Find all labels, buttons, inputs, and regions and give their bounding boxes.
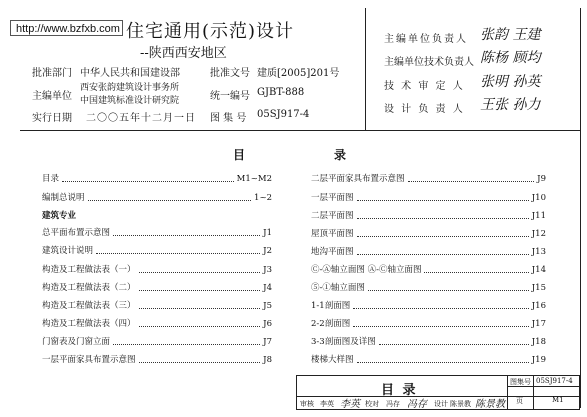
toc-right-row[interactable]	[311, 281, 546, 293]
toc-right-row[interactable]	[311, 245, 546, 257]
toc-left-row[interactable]	[42, 226, 272, 238]
toc-item-label: 构造及工程做法表（一）	[42, 265, 136, 275]
title-block-atlas-label: 图集号	[510, 378, 531, 386]
title-block-page: M1	[552, 396, 564, 404]
header-bottom-rule	[20, 130, 580, 131]
toc-item-label: 一层平面家具布置示意图	[42, 355, 136, 365]
resp-label-4: 设 计 负 责 人	[384, 104, 465, 115]
resp-signature-3: 张明 孙英	[480, 74, 541, 90]
leader-dots	[139, 362, 261, 363]
toc-item-label: 楼梯大样图	[311, 355, 354, 365]
design-name: 陈景教	[450, 400, 471, 408]
toc-right-row[interactable]	[311, 263, 546, 275]
unified-label: 统一编号	[210, 91, 250, 102]
leader-dots	[357, 218, 529, 219]
toc-item-code: J18	[531, 337, 546, 347]
title-block-name: 目 录	[381, 383, 418, 398]
leader-dots	[368, 290, 529, 291]
toc-item-code: J5	[263, 301, 272, 311]
leader-dots	[357, 362, 529, 363]
atlas-label: 图 集 号	[210, 113, 247, 124]
leader-dots	[408, 181, 535, 182]
toc-item-code: J19	[531, 355, 546, 365]
toc-left-row[interactable]	[42, 244, 272, 256]
editor-line1: 西安张韵建筑设计事务所	[80, 83, 180, 93]
toc-right-row[interactable]	[311, 353, 546, 365]
atlas-number: 05SJ917-4	[257, 109, 310, 120]
toc-item-label: 3-3剖面图及详图	[311, 337, 376, 347]
page-subtitle: --陕西西安地区	[140, 46, 227, 61]
toc-item-code: J15	[531, 283, 546, 293]
toc-heading-right: 录	[334, 148, 349, 162]
toc-left-row[interactable]	[42, 191, 272, 203]
leader-dots	[139, 308, 261, 309]
title-block-divider	[533, 376, 534, 409]
editor-line2: 中国建筑标准设计研究院	[80, 96, 180, 106]
resp-signature-4: 王张 孙力	[480, 97, 541, 113]
leader-dots	[139, 290, 261, 291]
toc-item-code: J2	[263, 246, 272, 256]
toc-item-code: J3	[263, 265, 272, 275]
leader-dots	[357, 236, 529, 237]
toc-item-code: J9	[537, 174, 546, 184]
approve-doc-label: 批准文号	[210, 68, 250, 79]
leader-dots	[113, 344, 260, 345]
review-name: 李英	[320, 400, 334, 408]
toc-item-label: 构造及工程做法表（四）	[42, 319, 136, 329]
toc-left-row[interactable]	[42, 299, 272, 311]
check-signature: 冯存	[407, 399, 427, 410]
toc-item-code: J10	[531, 193, 546, 203]
leader-dots	[139, 272, 261, 273]
review-signature: 李英	[340, 399, 360, 410]
leader-dots	[353, 308, 529, 309]
toc-item-label: 总平面布置示意图	[42, 228, 111, 238]
toc-left-row[interactable]	[42, 263, 272, 275]
leader-dots	[88, 200, 252, 201]
toc-item-code: J11	[531, 211, 546, 221]
leader-dots	[353, 326, 529, 327]
title-block-divider	[507, 376, 508, 409]
design-label: 设计	[434, 400, 448, 408]
toc-right-row[interactable]	[311, 191, 546, 203]
toc-section-heading: 建筑专业	[42, 211, 77, 221]
toc-right-row[interactable]	[311, 335, 546, 347]
toc-right-row[interactable]	[311, 172, 546, 184]
toc-right-row[interactable]	[311, 209, 546, 221]
toc-item-label: 屋顶平面图	[311, 229, 354, 239]
check-label: 校对	[365, 400, 379, 408]
toc-item-code: J16	[531, 301, 546, 311]
toc-item-code: J17	[531, 319, 546, 329]
toc-item-label: ⑤-①轴立面图	[311, 283, 365, 293]
toc-item-code: J12	[531, 229, 546, 239]
toc-item-code: 1~2	[254, 193, 272, 203]
toc-left-row[interactable]	[42, 317, 272, 329]
toc-item-label: 编制总说明	[42, 193, 85, 203]
resp-label-2: 主编单位技术负责人	[384, 57, 474, 68]
toc-item-code: J6	[263, 319, 272, 329]
resp-label-3: 技 术 审 定 人	[384, 81, 465, 92]
leader-dots	[379, 344, 529, 345]
resp-signature-1: 张韵 王建	[480, 27, 541, 43]
header-divider	[365, 8, 366, 130]
toc-item-label: 1-1剖面图	[311, 301, 351, 311]
leader-dots	[96, 253, 260, 254]
toc-right-row[interactable]	[311, 317, 546, 329]
toc-item-code: J8	[263, 355, 272, 365]
toc-item-code: J7	[263, 337, 272, 347]
unified-number: GJBT-888	[257, 87, 305, 98]
toc-item-label: 地沟平面图	[311, 247, 354, 257]
approve-dept-label: 批准部门	[32, 68, 72, 79]
toc-item-code: J1	[263, 228, 272, 238]
right-frame	[580, 8, 581, 408]
page-title: 住宅通用(示范)设计	[126, 21, 295, 42]
leader-dots	[62, 181, 234, 182]
toc-item-label: Ⓒ-Ⓐ轴立面图 Ⓐ-Ⓒ轴立面图	[311, 265, 422, 275]
approve-dept: 中华人民共和国建设部	[80, 68, 180, 79]
toc-left-row[interactable]	[42, 172, 272, 184]
toc-item-label: 一层平面图	[311, 193, 354, 203]
toc-left-row[interactable]	[42, 335, 272, 347]
toc-item-label: 建筑设计说明	[42, 246, 94, 256]
toc-item-code: J13	[531, 247, 546, 257]
leader-dots	[424, 272, 528, 273]
toc-item-label: 构造及工程做法表（二）	[42, 283, 136, 293]
date-label: 实行日期	[32, 113, 72, 124]
toc-item-code: M1~M2	[236, 174, 272, 184]
design-signature: 陈景教	[475, 399, 505, 410]
resp-signature-2: 陈杨 顾均	[480, 50, 541, 66]
leader-dots	[357, 200, 529, 201]
toc-left-row[interactable]	[42, 281, 272, 293]
toc-heading-left: 目	[233, 148, 248, 162]
toc-item-label: 二层平面图	[311, 211, 354, 221]
toc-left-row[interactable]	[42, 353, 272, 365]
toc-item-label: 门窗表及门窗立面	[42, 337, 111, 347]
editor-label: 主编单位	[32, 91, 72, 102]
review-label: 审核	[300, 400, 314, 408]
check-name: 冯存	[386, 400, 400, 408]
resp-label-1: 主编单位负责人	[384, 34, 468, 45]
toc-item-label: 目录	[42, 174, 60, 184]
toc-item-label: 构造及工程做法表（三）	[42, 301, 136, 311]
implement-date: 二〇〇五年十二月一日	[86, 113, 196, 124]
toc-item-label: 二层平面家具布置示意图	[311, 174, 405, 184]
approve-doc: 建质[2005]201号	[257, 68, 340, 79]
watermark-url: http://www.bzfxb.com	[10, 20, 123, 36]
leader-dots	[357, 254, 529, 255]
toc-item-label: 2-2剖面图	[311, 319, 351, 329]
leader-dots	[139, 326, 261, 327]
title-block-atlas: 05SJ917-4	[536, 377, 573, 385]
toc-right-row[interactable]	[311, 299, 546, 311]
leader-dots	[113, 235, 260, 236]
toc-right-row[interactable]	[311, 227, 546, 239]
toc-item-code: J4	[263, 283, 272, 293]
title-block-page-label: 页	[516, 397, 523, 405]
toc-item-code: J14	[531, 265, 546, 275]
